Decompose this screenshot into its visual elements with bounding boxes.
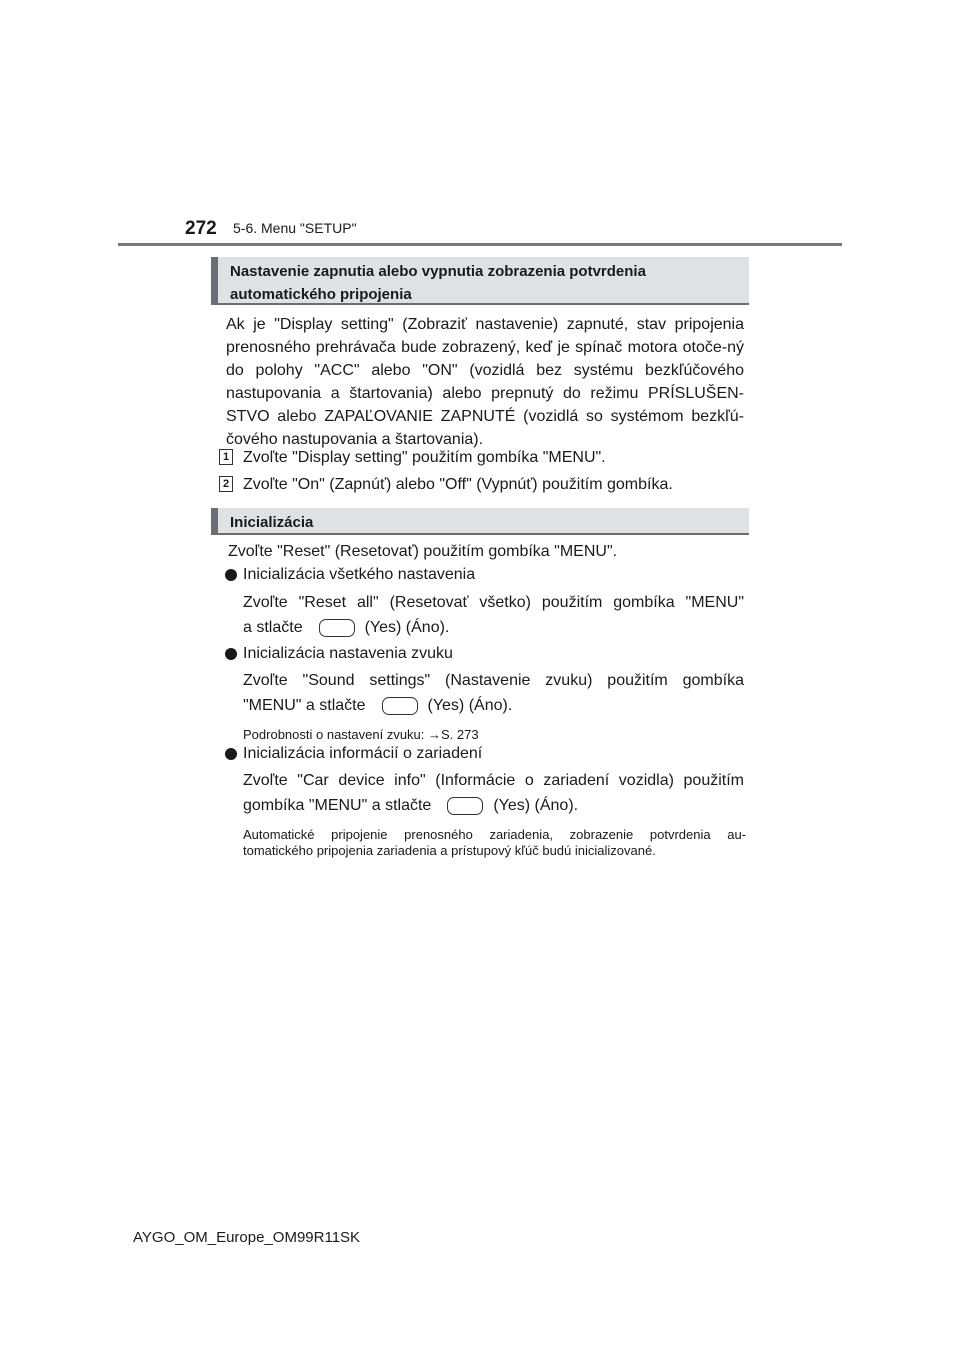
section-heading-initialization (211, 508, 749, 535)
item-instruction-cont (243, 796, 578, 816)
step-number: 1 (219, 449, 233, 465)
item-instruction-text: (Yes) (Áno). (427, 697, 513, 714)
bullet-icon (225, 748, 237, 760)
item-heading: Inicializácia nastavenia zvuku (243, 645, 453, 662)
item-instruction: Zvoľte "Reset all" (Resetovať všetko) použitím gombíka "MENU" (243, 594, 744, 611)
section-heading-display-setting (211, 257, 749, 305)
item-heading: Inicializácia informácií o zariadení (243, 745, 483, 762)
item-instruction-cont (243, 696, 512, 716)
item-instruction-cont (243, 618, 449, 638)
item-instruction-text: (Yes) (Áno). (364, 619, 450, 636)
device-info-note-line: Automatické pripojenie prenosného zariadenia, zobrazenie potvrdenia au- (243, 827, 746, 842)
device-info-note-line: tomatického pripojenia zariadenia a prístupový kľúč budú inicializované. (243, 843, 656, 858)
display-setting-paragraph: Ak je "Display setting" (Zobraziť nastavenie) zapnuté, stav pripojenia prenosného prehrávača bude zobrazený, keď je spínač motora otoče-ný do polohy "ACC" alebo "ON" (vozidlá bez systému bezkľúčového nastupovania a štartovania) alebo prepnutý do režimu PRÍSLUŠEN-STVO alebo ZAPAĽOVANIE ZAPNUTÉ (vozidlá so systémom bezkľú-čového nastupovania a štartovania). (226, 316, 744, 448)
section-heading-line: Inicializácia (230, 514, 314, 531)
item-instruction: Zvoľte "Car device info" (Informácie o zariadení vozidla) použitím (243, 772, 744, 789)
dial-button-icon (319, 619, 355, 637)
bullet-icon (225, 569, 237, 581)
section-heading-line: automatického pripojenia (230, 286, 412, 303)
page-number: 272 (185, 218, 217, 239)
chapter-title: 5-6. Menu "SETUP" (233, 220, 357, 236)
item-instruction-text: a stlačte (243, 619, 303, 636)
bullet-icon (225, 648, 237, 660)
item-heading: Inicializácia všetkého nastavenia (243, 566, 476, 583)
item-instruction-text: (Yes) (Áno). (493, 797, 579, 814)
reset-intro: Zvoľte "Reset" (Resetovať) použitím gombíka "MENU". (228, 543, 618, 560)
section-heading-line: Nastavenie zapnutia alebo vypnutia zobrazenia potvrdenia (230, 263, 646, 280)
item-instruction: Zvoľte "Sound settings" (Nastavenie zvuku) použitím gombíka (243, 672, 744, 689)
step-number: 2 (219, 476, 233, 492)
sound-settings-note: Podrobnosti o nastavení zvuku: →S. 273 (243, 727, 479, 742)
header-divider (118, 243, 842, 246)
item-instruction-text: gombíka "MENU" a stlačte (243, 797, 432, 814)
step-text: Zvoľte "Display setting" použitím gombíka "MENU". (243, 449, 606, 466)
document-code: AYGO_OM_Europe_OM99R11SK (133, 1229, 361, 1246)
item-instruction-text: "MENU" a stlačte (243, 697, 366, 714)
dial-button-icon (447, 797, 483, 815)
dial-button-icon (382, 697, 418, 715)
step-text: Zvoľte "On" (Zapnúť) alebo "Off" (Vypnúť) použitím gombíka. (243, 476, 673, 493)
